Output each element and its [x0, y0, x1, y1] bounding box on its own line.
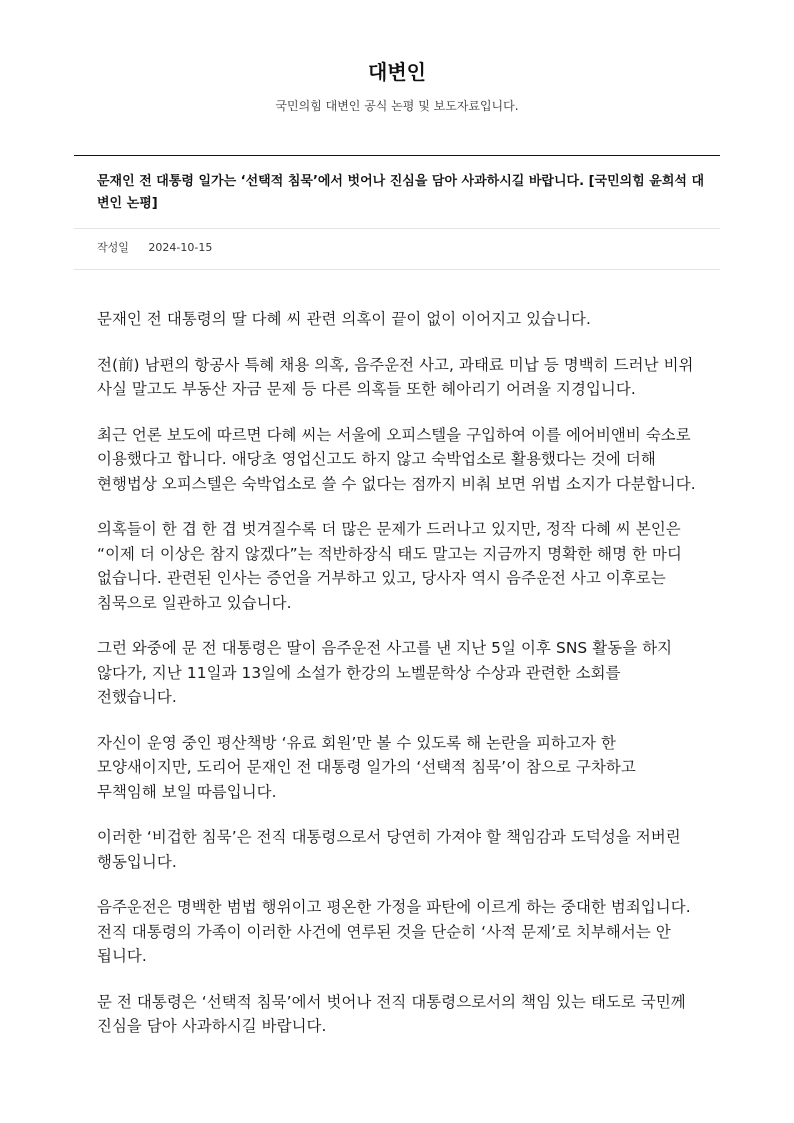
date-label: 작성일 — [97, 241, 129, 254]
article-body — [97, 307, 698, 1060]
top-divider — [74, 155, 720, 156]
article-paragraph: 전(前) 남편의 항공사 특혜 채용 의혹, 음주운전 사고, 과태료 미납 등 명백히 드러난 비위 사실 말고도 부동산 자금 문제 등 다른 의혹들 또한 헤아리기 어려울 지경입니다. — [97, 355, 694, 398]
site-title: 대변인 — [368, 60, 426, 84]
article-paragraph: 문재인 전 대통령의 딸 다혜 씨 관련 의혹이 끝이 없이 이어지고 있습니다. — [97, 310, 591, 328]
article-paragraph: 그런 와중에 문 전 대통령은 딸이 음주운전 사고를 낸 지난 5일 이후 SNS 활동을 하지 않다가, 지난 11일과 13일에 소설가 한강의 노벨문학상 수상과 관련한 소회를 전했습니다. — [97, 639, 673, 706]
article-paragraph: 문 전 대통령은 ‘선택적 침묵’에서 벗어나 전직 대통령으로서의 책임 있는 태도로 국민께 진심을 담아 사과하시길 바랍니다. — [97, 992, 686, 1035]
site-subtitle: 국민의힘 대변인 공식 논평 및 보도자료입니다. — [275, 99, 519, 113]
title-divider — [74, 228, 720, 229]
article-paragraph: 이러한 ‘비겁한 침묵’은 전직 대통령으로서 당연히 가져야 할 책임감과 도덕성을 저버린 행동입니다. — [97, 828, 681, 871]
article-paragraph: 의혹들이 한 겹 한 겹 벗겨질수록 더 많은 문제가 드러나고 있지만, 정작 다혜 씨 본인은 “이제 더 이상은 참지 않겠다”는 적반하장식 태도 말고는 지금까지 명확한 해명 한 마디 없습니다. 관련된 인사는 증언을 거부하고 있고, 당사자 역시 음주운전 사고 이후로는 침묵으로 일관하고 있습니다. — [97, 520, 682, 612]
article-paragraph: 음주운전은 명백한 범법 행위이고 평온한 가정을 파탄에 이르게 하는 중대한 범죄입니다. 전직 대통령의 가족이 이러한 사건에 연루된 것을 단순히 ‘사적 문제’로 치부해서는 안 됩니다. — [97, 898, 691, 965]
date-value: 2024-10-15 — [148, 241, 213, 254]
article-title: 문재인 전 대통령 일가는 ‘선택적 침묵’에서 벗어나 진심을 담아 사과하시길 바랍니다. [국민의힘 윤희석 대변인 논평] — [97, 174, 705, 211]
article-paragraph: 자신이 운영 중인 평산책방 ‘유료 회원’만 볼 수 있도록 해 논란을 피하고자 한 모양새이지만, 도리어 문재인 전 대통령 일가의 ‘선택적 침묵’이 참으로 구차하고 무책임해 보일 따름입니다. — [97, 733, 636, 801]
article-paragraph: 최근 언론 보도에 따르면 다혜 씨는 서울에 오피스텔을 구입하여 이를 에어비앤비 숙소로 이용했다고 합니다. 애당초 영업신고도 하지 않고 숙박업소로 활용했다는 것에 더해 현행법상 오피스텔은 숙박업소로 쓸 수 없다는 점까지 비춰 보면 위법 소지가 다분합니다. — [97, 425, 696, 493]
meta-divider — [74, 269, 720, 270]
article-meta — [97, 240, 212, 256]
